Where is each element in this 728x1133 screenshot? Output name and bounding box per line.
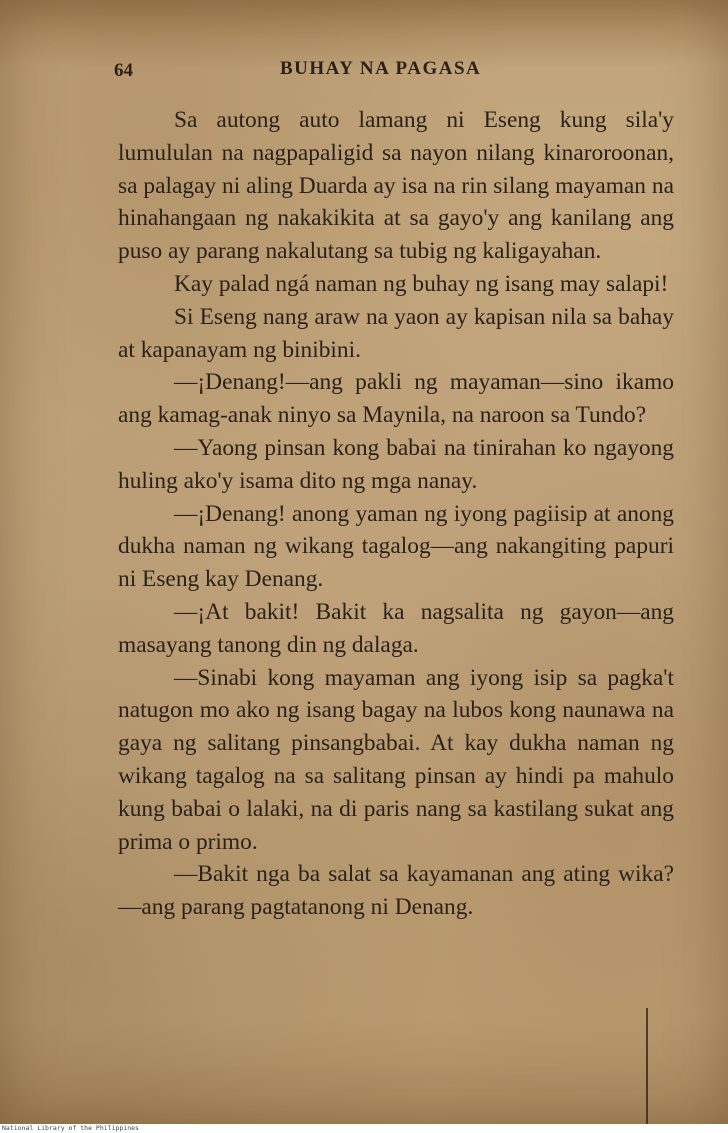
scan-credit: National Library of the Philippines — [0, 1124, 728, 1133]
page-number: 64 — [114, 60, 133, 81]
page-header — [114, 58, 674, 88]
paragraph: Sa autong auto lamang ni Eseng kung sila'y lumululan na nagpapaligid sa nayon nilang kinaroroonan, sa palagay ni aling Duarda ay isa na rin silang mayaman na hinahangaan ng nakakikita at sa gayo'y ang kanilang ang puso ay parang nakalutang sa tubig ng kaligayahan. — [118, 107, 674, 265]
page-edge-mark — [646, 1008, 648, 1124]
body-text — [118, 104, 674, 924]
running-title: BUHAY NA PAGASA — [280, 58, 482, 79]
paragraph: —¡Denang!—ang pakli ng mayaman—sino ikamo ang kamag-anak ninyo sa Maynila, na naroon sa Tundo? — [118, 369, 674, 429]
paragraph: —¡At bakit! Bakit ka nagsalita ng gayon—ang masayang tanong din ng dalaga. — [118, 598, 674, 658]
paragraph: —¡Denang! anong yaman ng iyong pagiisip at anong dukha naman ng wikang tagalog—ang nakangiting papuri ni Eseng kay Denang. — [118, 500, 674, 593]
paragraph: —Yaong pinsan kong babai na tinirahan ko ngayong huling ako'y isama dito ng mga nanay. — [118, 434, 674, 494]
paragraph: —Sinabi kong mayaman ang iyong isip sa pagka't natugon mo ako ng isang bagay na lubos kong naunawa na gaya ng salitang pinsangbabai. At kay dukha naman ng wikang tagalog na sa salitang pinsan ay hindi pa mahulo kung babai o lalaki, na di paris nang sa kastilang sukat ang prima o primo. — [118, 664, 674, 855]
paragraph: —Bakit nga ba salat sa kayamanan ang ating wika?—ang parang pagtatanong ni Denang. — [118, 861, 674, 921]
paragraph: Kay palad ngá naman ng buhay ng isang may salapi! — [174, 270, 669, 297]
paragraph: Si Eseng nang araw na yaon ay kapisan nila sa bahay at kapanayam ng binibini. — [118, 303, 674, 363]
